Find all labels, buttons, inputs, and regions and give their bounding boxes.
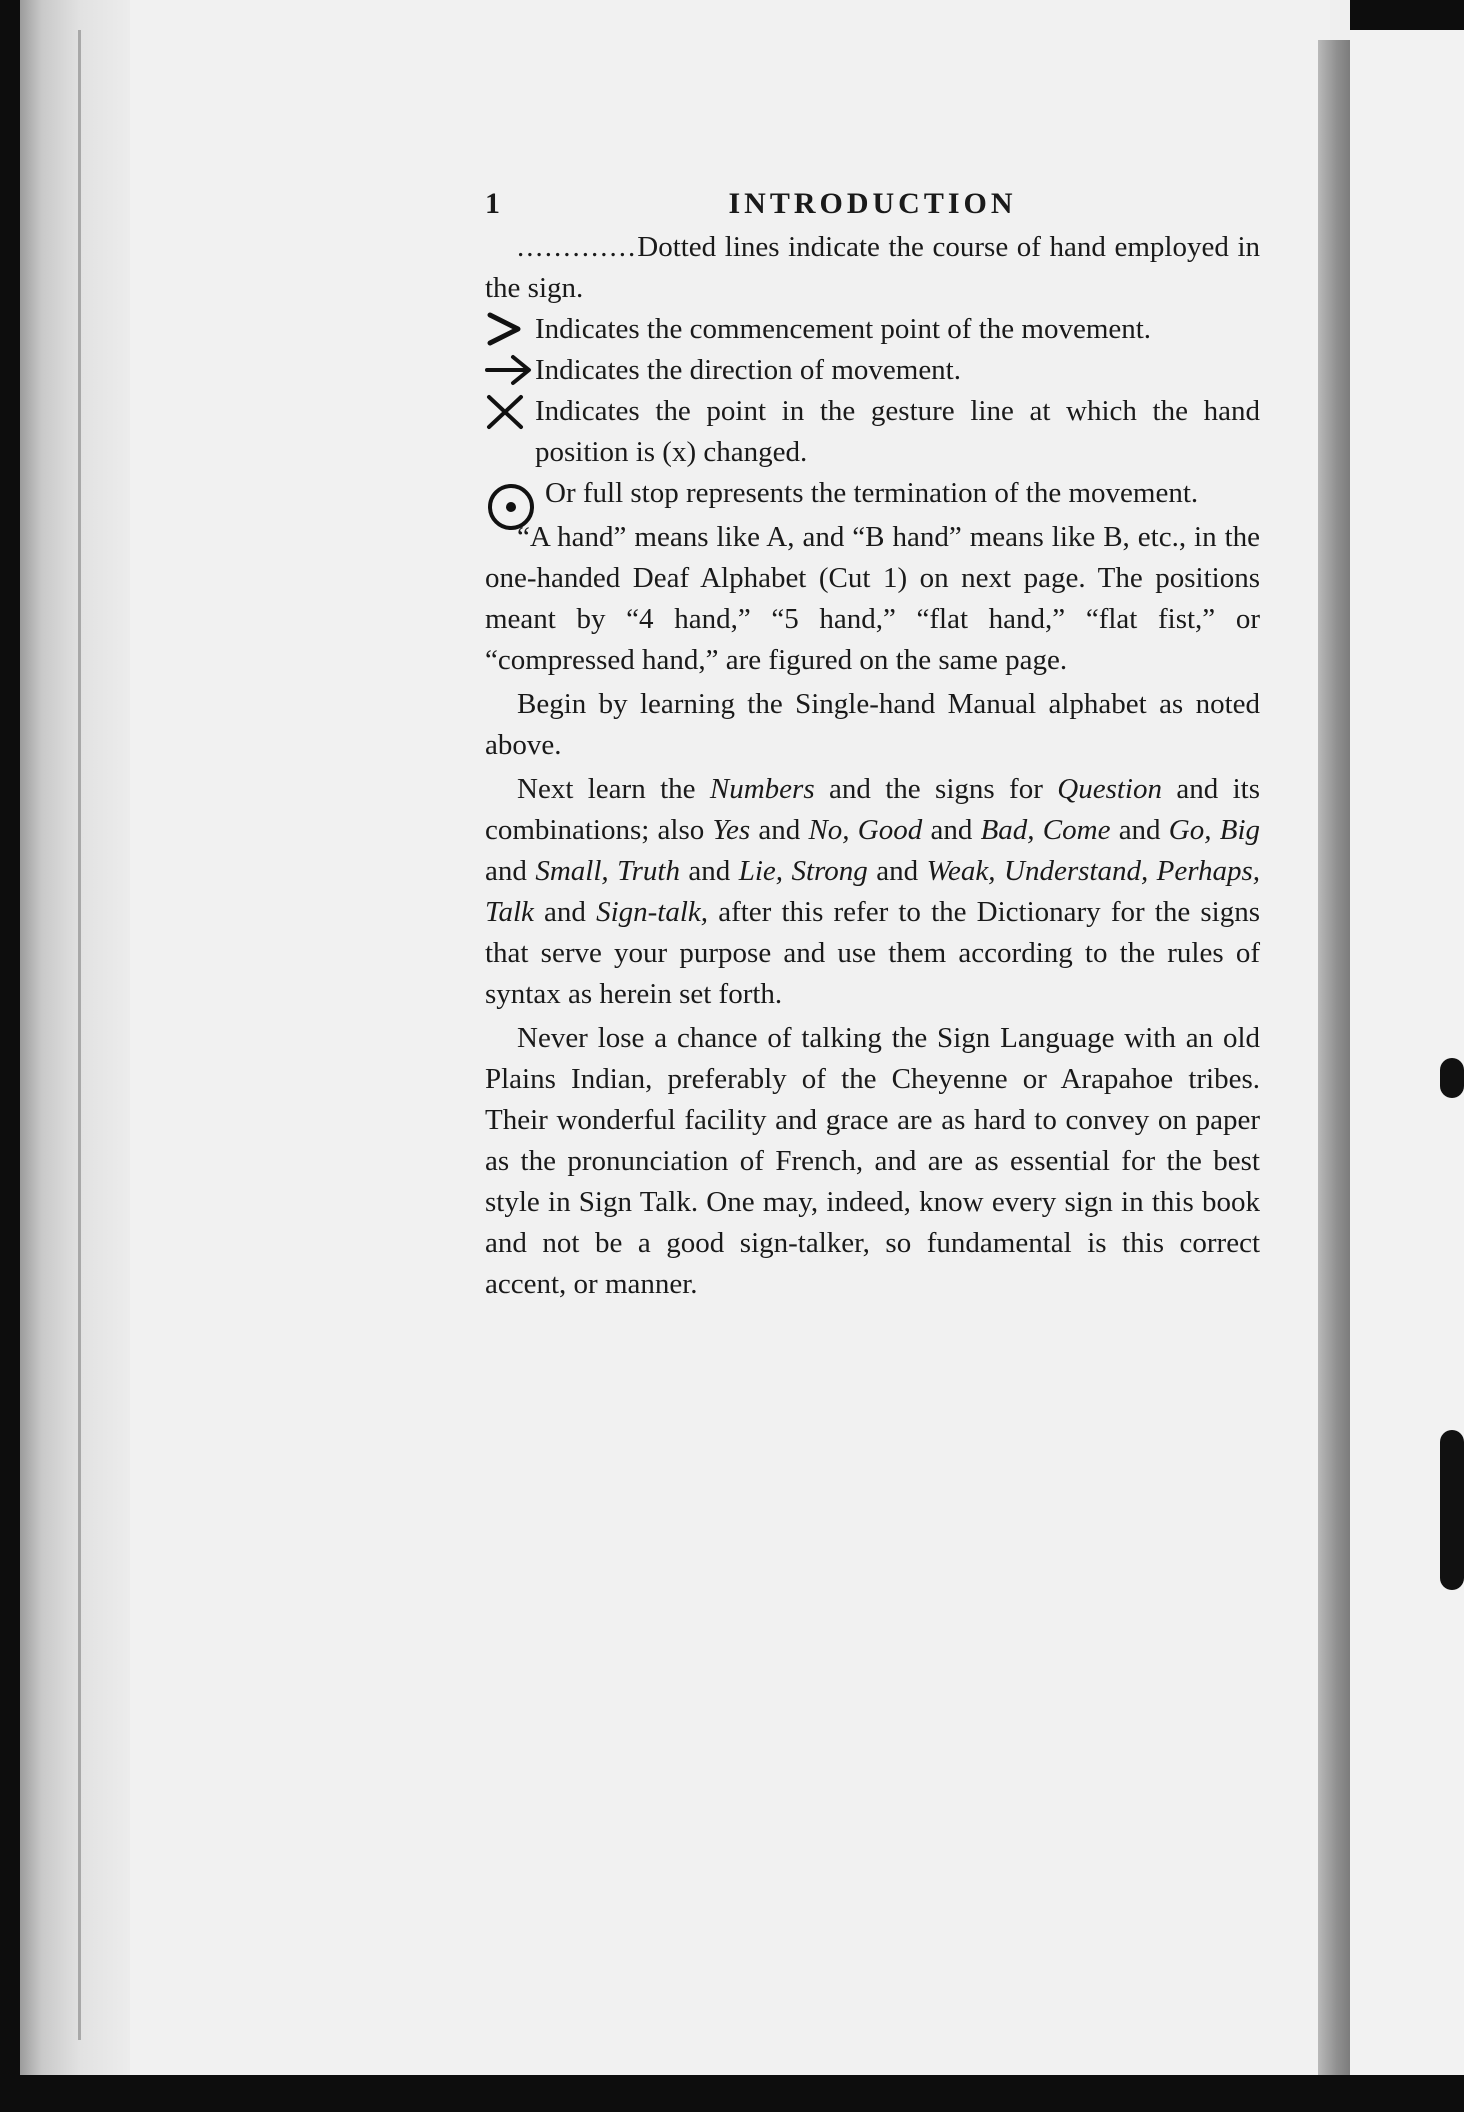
legend-dotted-text: Dotted lines indicate the course of hand employed in the sign.: [485, 231, 1260, 304]
legend-stop-text: Or full stop represents the termination of the movement.: [545, 477, 1199, 509]
legend-direction-text: Indicates the direction of movement.: [535, 354, 961, 386]
italic-term: Numbers: [709, 773, 815, 805]
legend-change: [485, 391, 1260, 473]
book-gutter: [20, 0, 130, 2075]
text-run: and the signs for: [814, 773, 1058, 805]
paragraph-begin: Begin by learning the Single-hand Manual alphabet as noted above.: [485, 688, 1260, 761]
italic-term: Weak, Understand, Perhaps, Talk: [485, 855, 1261, 928]
italic-term: Yes: [712, 814, 751, 846]
facing-page-edge: [1350, 30, 1464, 2075]
legend-dotted-lines: [485, 227, 1260, 309]
circled-dot-icon: [485, 481, 537, 533]
italic-term: Sign-talk,: [596, 896, 709, 928]
text-run: and: [1110, 814, 1169, 846]
italic-term: No, Good: [808, 814, 923, 846]
legend-change-text: Indicates the point in the gesture line at which the hand position is (x) changed.: [535, 395, 1260, 468]
page-fore-edge: [1318, 40, 1350, 2075]
paragraph-never-lose: Never lose a chance of talking the Sign Language with an old Plains Indian, preferably of the Cheyenne or Arapahoe tribes. Their wonderful facility and grace are as hard to convey on paper as the pronunciation of French, and are as essential for the best style in Sign Talk. One may, indeed, know every sign in this book and not be a good sign-talker, so fundamental is this correct accent, or manner.: [485, 1022, 1260, 1300]
chevron-right-icon: [485, 312, 523, 346]
text-run: and: [485, 855, 536, 887]
dotted-leaders: .............: [517, 231, 638, 263]
italic-term: Go, Big: [1168, 814, 1260, 846]
page-header: [485, 183, 1260, 223]
text-run: and its combinations; also: [485, 773, 1260, 846]
paragraph-next-learn: [485, 769, 1260, 1015]
legend-stop: [485, 473, 1260, 514]
page-content: [485, 183, 1260, 1305]
facing-page-mark: [1440, 1058, 1464, 1098]
text-run: and: [679, 855, 739, 887]
italic-term: Lie, Strong: [738, 855, 868, 887]
running-head: INTRODUCTION: [728, 187, 1017, 220]
italic-term: Bad, Come: [980, 814, 1111, 846]
italic-term: Question: [1057, 773, 1162, 805]
gutter-crease: [78, 30, 81, 2040]
legend-direction: [485, 350, 1260, 391]
text-run: after this refer to the Dictionary for the signs that serve your purpose and use them according to the rules of syntax as herein set forth.: [485, 896, 1261, 1010]
facing-page-illustration-fragment: [1440, 1430, 1464, 1590]
arrow-right-icon: [485, 353, 533, 387]
text-run: and: [533, 896, 597, 928]
legend-commencement: [485, 309, 1260, 350]
text-run: Next learn the: [517, 773, 710, 805]
text-run: and: [922, 814, 981, 846]
paragraph-hand-shapes: “A hand” means like A, and “B hand” means like B, etc., in the one-handed Deaf Alphabet (Cut 1) on next page. The positions meant by “4 hand,” “5 hand,” “flat hand,” “flat fist,” or “compressed hand,” are figured on the same page.: [485, 521, 1260, 676]
text-run: and: [867, 855, 927, 887]
page-number: 1: [485, 187, 500, 220]
x-mark-icon: [485, 394, 525, 430]
legend-commencement-text: Indicates the commencement point of the movement.: [535, 313, 1152, 345]
text-run: and: [750, 814, 809, 846]
italic-term: Small, Truth: [535, 855, 680, 887]
